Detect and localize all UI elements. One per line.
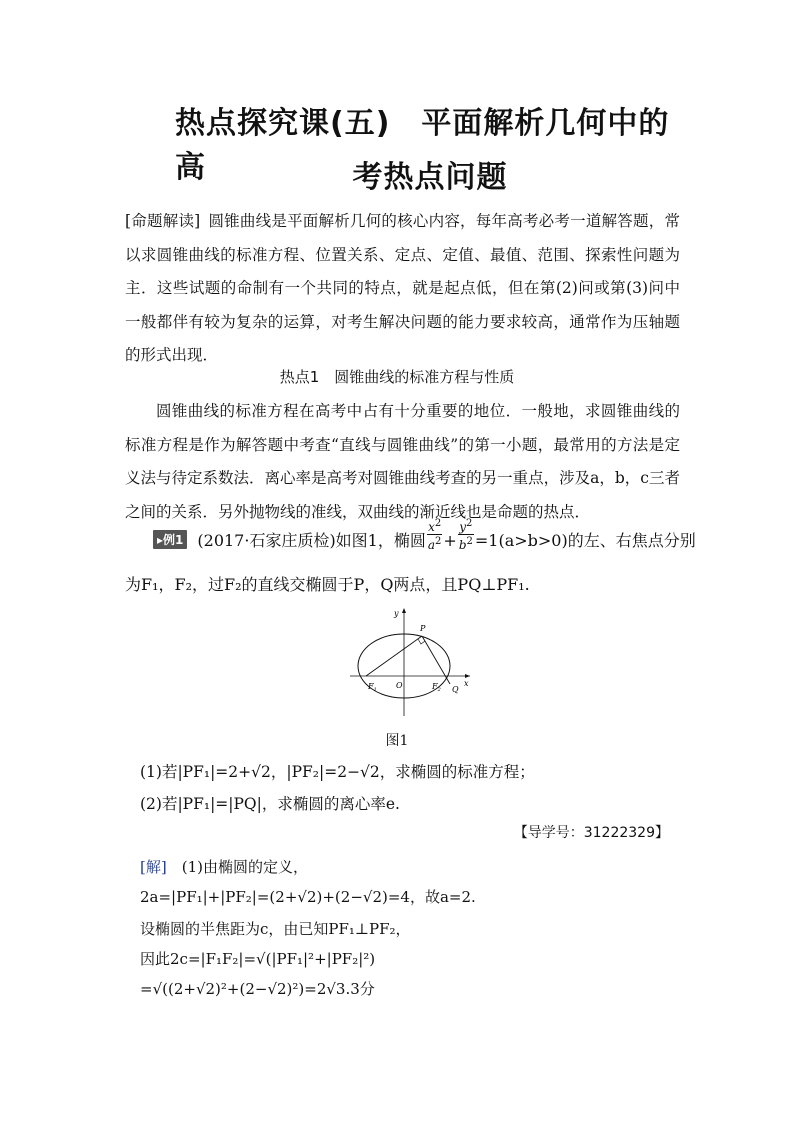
label-f2: $F_2$ xyxy=(432,682,441,693)
question-2: (2)若|PF₁|=|PQ|，求椭圆的离心率e. xyxy=(140,795,400,813)
label-p: P xyxy=(420,624,426,633)
y-axis-arrow-icon xyxy=(402,608,406,613)
label-q: Q xyxy=(452,685,459,694)
question-1: (1)若|PF₁|=2+√2，|PF₂|=2−√2，求椭圆的标准方程； xyxy=(140,763,535,781)
intro-paragraph xyxy=(125,205,680,373)
label-f1: $F_1$ xyxy=(368,682,377,693)
label-o: O xyxy=(396,681,403,690)
solution-tag: [解] xyxy=(140,858,167,876)
reference-number: 【导学号：31222329】 xyxy=(513,825,669,841)
intro-text: 圆锥曲线是平面解析几何的核心内容，每年高考必考一道解答题，常以求圆锥曲线的标准方程、位置关系、定点、定值、最值、范围、探索性问题为主．这些试题的命制有一个共同的特点，就是起点低，但在第(2)问或第(3)问中一般都伴有较为复杂的运算，对考生解决问题的能力要求较高，通常作为压轴题的形式出现． xyxy=(125,212,680,364)
fraction-x: $\frac{x^2}{a^2}$ xyxy=(427,518,442,552)
page-title-line1: 热点探究课(五) 平面解析几何中的高 xyxy=(175,106,670,185)
section-paragraph: 圆锥曲线的标准方程在高考中占有十分重要的地位．一般地，求圆锥曲线的标准方程是作为解答题中考查“直线与圆锥曲线”的第一小题，最常用的方法是定义法与待定系数法．离心率是高考对圆锥曲线考查的另一重点，涉及a，b，c三者之间的关系．另外抛物线的准线，双曲线的渐近线也是命题的热点． xyxy=(125,402,680,521)
solution-line0: [解] (1)由椭圆的定义， xyxy=(140,858,308,876)
solution-line1: 2a=|PF₁|+|PF₂|=(2+√2)+(2−√2)=4，故a=2. xyxy=(140,888,476,906)
solution-line3: 因此2c=|F₁F₂|=√(|PF₁|²+|PF₂|²) xyxy=(140,950,376,968)
label-y: y xyxy=(394,609,399,618)
section-heading: 热点1 圆锥曲线的标准方程与性质 xyxy=(279,368,515,386)
example-line2: 为F₁，F₂，过F₂的直线交椭圆于P，Q两点，且PQ⊥PF₁. xyxy=(125,575,530,594)
ellipse-figure xyxy=(350,606,470,716)
figure-caption: 图1 xyxy=(385,733,409,749)
x-axis-arrow-icon xyxy=(465,674,470,678)
example-source: (2017·石家庄质检)如图1，椭圆 xyxy=(197,531,426,550)
example-condition: =1(a>b>0)的左、右焦点分别 xyxy=(474,531,696,550)
fraction-y: $\frac{y^2}{b^2}$ xyxy=(458,518,473,552)
page-title-line2: 考热点问题 xyxy=(352,160,508,195)
solution-line2: 设椭圆的半焦距为c，由已知PF₁⊥PF₂， xyxy=(140,920,411,938)
example-line1: ▸例1 (2017·石家庄质检)如图1，椭圆 $\frac{x^2}{a^2}$ + $\frac{y^2}{b^2}$ =1(a>b>0)的左、右焦点分别 xyxy=(153,528,696,552)
intro-tag: [命题解读] xyxy=(125,212,201,230)
solution-line4: =√((2+√2)²+(2−√2)²)=2√3.3分 xyxy=(140,980,375,998)
example-badge: ▸例1 xyxy=(153,530,187,549)
label-x: x xyxy=(464,679,469,688)
